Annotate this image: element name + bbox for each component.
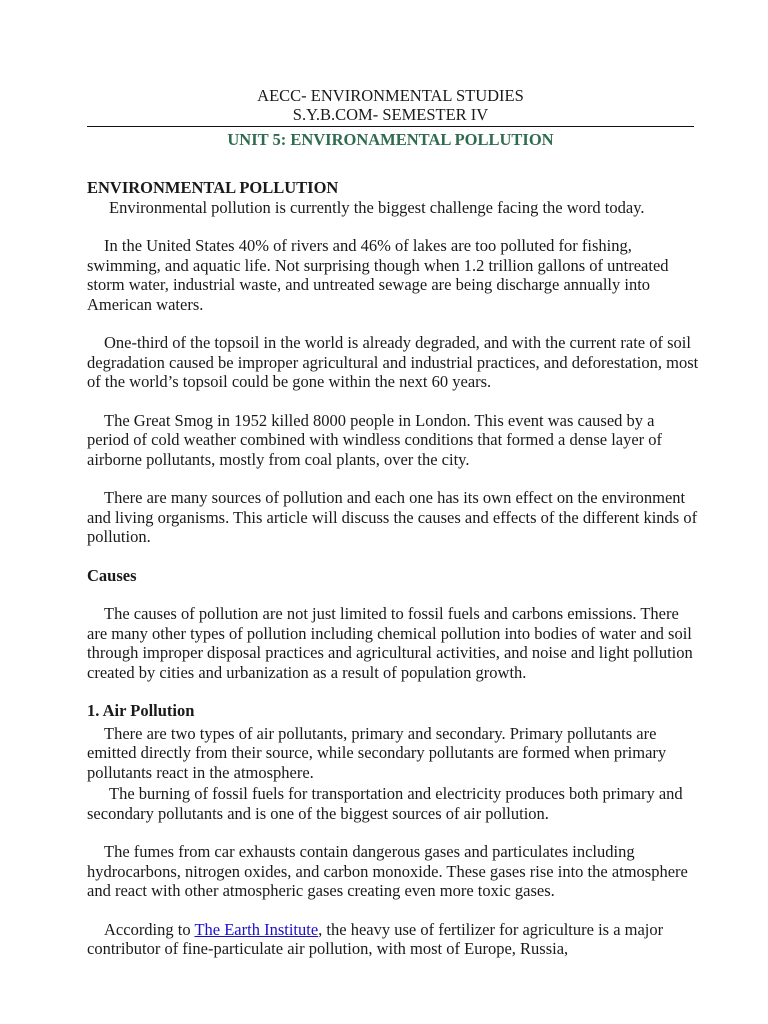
paragraph-text: , the heavy use of fertilizer for agriculture is a major contributor of fine-particulate air pollution, with most of Europe, Russia, (87, 919, 664, 958)
section-heading-air-pollution: 1. Air Pollution (87, 701, 195, 720)
paragraph: The causes of pollution are not just limited to fossil fuels and carbons emissions. There are many other types of pollution including chemical pollution into bodies of water and soil through improper disposal practices and agricultural activities, and noise and light pollution created by cities and urbanization as a result of population growth. (87, 604, 693, 682)
paragraph: The Great Smog in 1952 killed 8000 people in London. This event was caused by a period of cold weather combined with windless conditions that formed a dense layer of airborne pollutants, mostly from coal plants, over the city. (87, 410, 663, 469)
header-divider (87, 126, 694, 127)
paragraph: The fumes from car exhausts contain dangerous gases and particulates including hydrocarbons, nitrogen oxides, and carbon monoxide. These gases rise into the atmosphere and react with other atmospheric gases creating even more toxic gases. (87, 842, 688, 900)
document-header (87, 86, 694, 124)
paragraph: The burning of fossil fuels for transportation and electricity produces both primary and secondary pollutants and is one of the biggest sources of air pollution. (87, 784, 683, 823)
earth-institute-link[interactable]: The Earth Institute (194, 919, 319, 939)
unit-title: UNIT 5: ENVIRONAMENTAL POLLUTION (227, 130, 554, 149)
paragraph: Environmental pollution is currently the biggest challenge facing the word today. (109, 197, 645, 217)
paragraph: There are many sources of pollution and each one has its own effect on the environment and living organisms. This article will discuss the causes and effects of the different kinds of pollution. (87, 488, 698, 546)
document-body (87, 178, 699, 959)
paragraph (87, 920, 699, 959)
semester-label: S.Y.B.COM- SEMESTER IV (292, 105, 489, 124)
course-title: AECC- ENVIRONMENTAL STUDIES (257, 86, 524, 105)
section-heading-causes: Causes (87, 565, 137, 585)
paragraph: There are two types of air pollutants, primary and secondary. Primary pollutants are emitted directly from their source, while secondary pollutants are formed when primary pollutants react in the atmosphere. (87, 723, 667, 782)
paragraph: One-third of the topsoil in the world is already degraded, and with the current rate of soil degradation caused be improper agricultural and industrial practices, and deforestation, most of the world’s topsoil could be gone within the next 60 years. (87, 333, 699, 391)
paragraph-text: According to (104, 919, 195, 939)
paragraph: In the United States 40% of rivers and 46% of lakes are too polluted for fishing, swimming, and aquatic life. Not surprising though when 1.2 trillion gallons of untreated storm water, industrial waste, and untreated sewage are being discharge annually into American waters. (87, 236, 669, 314)
section-heading-environmental-pollution: ENVIRONMENTAL POLLUTION (87, 178, 339, 197)
